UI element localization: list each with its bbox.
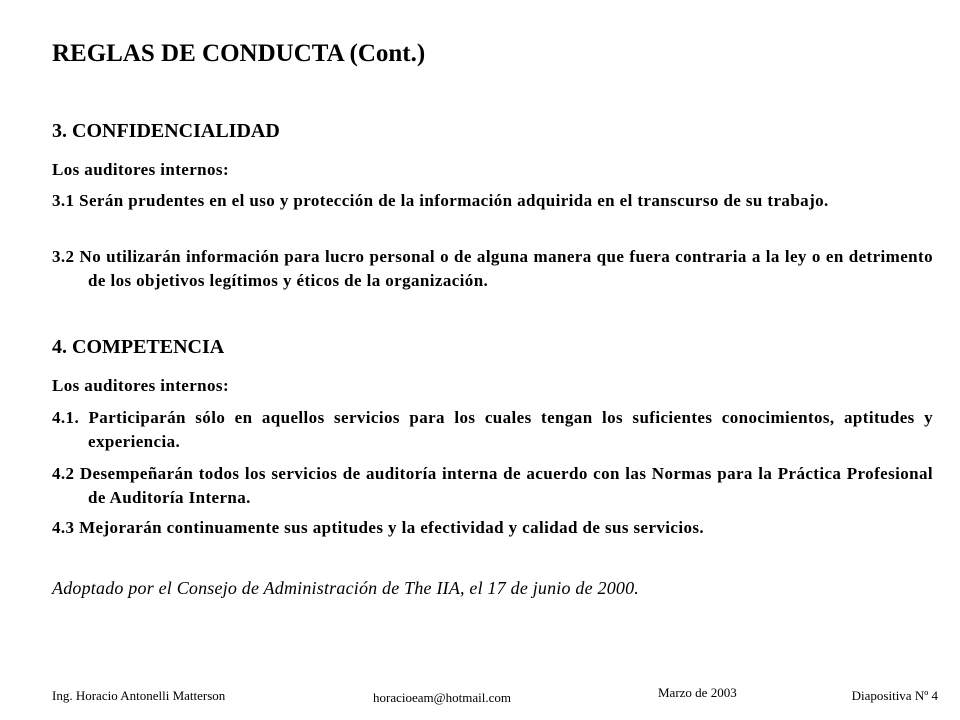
rule-item-3-2: 3.2 No utilizarán información para lucro personal o de alguna manera que fuera contraria a la ley o en detrimento de los objetivos legítimos y éticos de la organización. bbox=[52, 247, 933, 290]
section-intro-competencia: Los auditores internos: bbox=[52, 376, 230, 395]
footer-email: horacioeam@hotmail.com bbox=[373, 690, 511, 705]
rule-item-4-2: 4.2 Desempeñarán todos los servicios de auditoría interna de acuerdo con las Normas para la Práctica Profesional de Auditoría Interna. bbox=[52, 464, 933, 507]
footer-slide-number: Diapositiva Nº 4 bbox=[851, 688, 938, 703]
rule-item-3-1: 3.1 Serán prudentes en el uso y protección de la información adquirida en el transcurso de su trabajo. bbox=[52, 191, 829, 210]
section-intro-confidencialidad: Los auditores internos: bbox=[52, 160, 230, 179]
footer-author: Ing. Horacio Antonelli Matterson bbox=[52, 688, 226, 703]
section-heading-competencia: 4. COMPETENCIA bbox=[52, 336, 225, 358]
rule-item-4-1: 4.1. Participarán sólo en aquellos servicios para los cuales tengan los suficientes conocimientos, aptitudes y experiencia. bbox=[52, 408, 933, 451]
footer-date: Marzo de 2003 bbox=[658, 685, 737, 700]
slide-title: REGLAS DE CONDUCTA (Cont.) bbox=[52, 40, 426, 67]
rule-item-4-3: 4.3 Mejorarán continuamente sus aptitudes y la efectividad y calidad de sus servicios. bbox=[52, 518, 705, 537]
adoption-footnote: Adoptado por el Consejo de Administración de The IIA, el 17 de junio de 2000. bbox=[52, 578, 639, 598]
section-heading-confidencialidad: 3. CONFIDENCIALIDAD bbox=[52, 120, 280, 142]
